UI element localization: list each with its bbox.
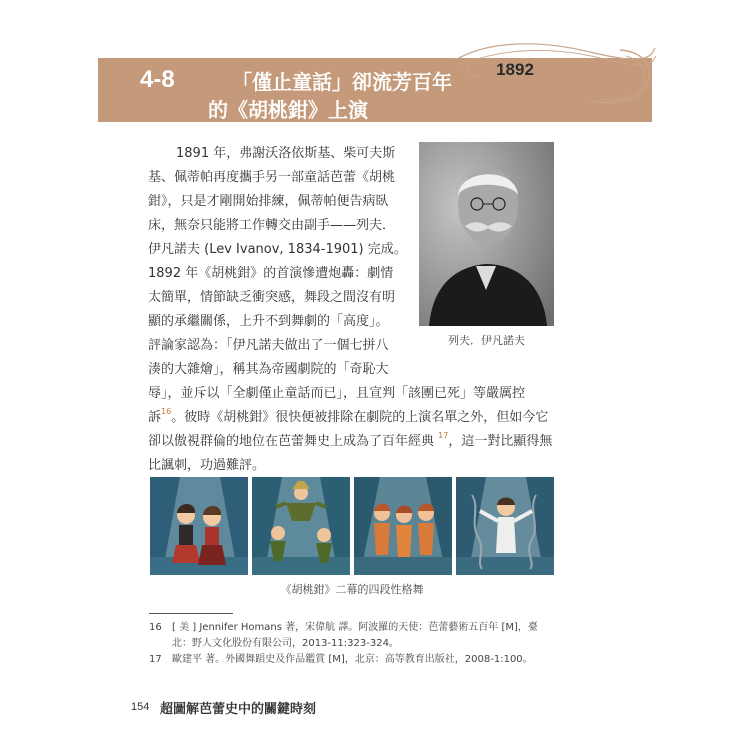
section-number: 4-8 <box>140 66 175 93</box>
text-line: 比諷刺，功過難評。 <box>148 458 266 473</box>
text-line: 評論家認為：「伊凡諾夫做出了一個七拼八 <box>148 338 389 353</box>
footnote-text: 歐建平 著。外國舞蹈史及作品鑑賞 [M]，北京：高等教育出版社，2008-1:100。 <box>172 654 533 665</box>
footnote-text: [ 美 ] Jennifer Homans 著，宋偉航 譯。阿波羅的天使：芭蕾藝術五百年 [M]，臺 <box>172 622 538 633</box>
page-number: 154 <box>131 701 150 713</box>
text-line: 伊凡諾夫 (Lev Ivanov, 1834-1901) 完成。 <box>148 242 407 257</box>
text-segment: 卻以傲視群倫的地位在芭蕾舞史上成為了百年經典 <box>148 434 435 449</box>
panels-caption: 《胡桃鉗》二幕的四段性格舞 <box>280 583 424 596</box>
portrait-photo <box>419 142 554 326</box>
dance-panel-3 <box>354 477 452 575</box>
footnote-16 <box>149 620 569 652</box>
text-line: 辱」，並斥以「全劇僅止童話而已」，且宣判「該團已死」等嚴厲控 <box>148 386 526 401</box>
text-line: 1892 年《胡桃鉗》的首演慘遭炮轟：劇情 <box>148 266 394 281</box>
footnote-number: 16 <box>149 622 162 633</box>
footnote-ref-16[interactable]: 16 <box>161 407 172 416</box>
footnote-ref-17[interactable]: 17 <box>438 431 449 440</box>
text-line: 1891 年，弗謝沃洛依斯基、柴可夫斯 <box>176 146 396 161</box>
portrait-caption: 列夫．伊凡諾夫 <box>448 334 525 347</box>
footnote-divider <box>149 613 233 614</box>
section-title-line2: 的《胡桃鉗》上演 <box>208 98 368 122</box>
footnote-17 <box>149 652 569 668</box>
text-line: 鉗》，只是才剛開始排練，佩蒂帕便告病臥 <box>148 194 389 209</box>
text-line: 湊的大雜燴」，稱其為帝國劇院的「奇恥大 <box>148 362 389 377</box>
footnote-number: 17 <box>149 654 162 665</box>
text-line: 基、佩蒂帕再度攜手另一部童話芭蕾《胡桃 <box>148 170 396 185</box>
footnotes <box>149 620 569 668</box>
text-segment: 訴 <box>148 410 162 425</box>
year-badge: 1892 <box>496 60 534 79</box>
text-segment: 。彼時《胡桃鉗》很快便被排除在劇院的上演名單之外，但如今它 <box>171 410 549 425</box>
book-title: 超圖解芭蕾史中的關鍵時刻 <box>160 702 317 717</box>
footnote-text: 北：野人文化股份有限公司，2013-11:323-324。 <box>172 638 399 649</box>
dance-panel-2 <box>252 477 350 575</box>
text-segment: ，這一對比顯得無 <box>448 434 553 449</box>
section-title-line1: 「僅止童話」卻流芳百年 <box>232 70 452 94</box>
dance-panel-1 <box>150 477 248 575</box>
text-line: 太簡單，情節缺乏衝突感，舞段之間沒有明 <box>148 290 396 305</box>
text-line: 床，無奈只能將工作轉交由副手——列夫． <box>148 218 396 233</box>
dance-panel-4 <box>456 477 554 575</box>
text-line: 顯的承繼關係，上升不到舞劇的「高度」。 <box>148 314 389 329</box>
text-line <box>148 406 588 430</box>
text-line <box>148 430 588 454</box>
